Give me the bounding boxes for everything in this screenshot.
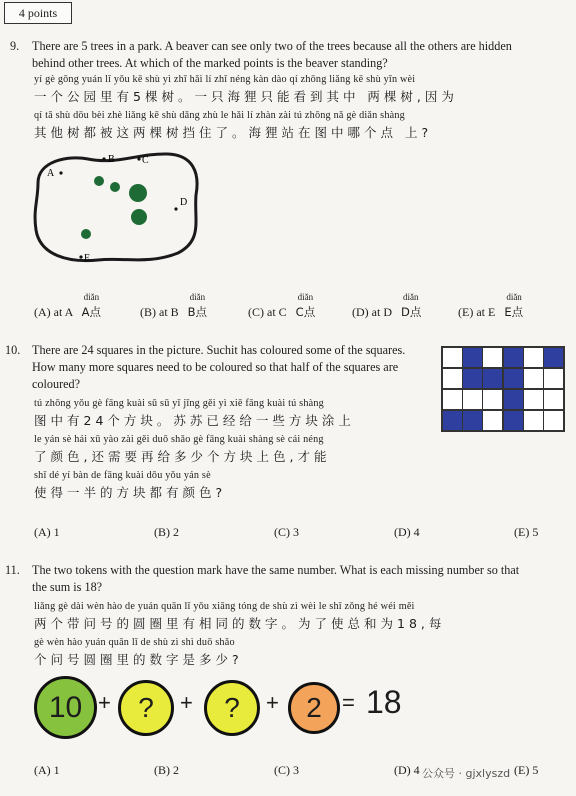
grid-cell-colored: [483, 369, 502, 389]
q9-option-a-pinyin: diǎn: [83, 292, 100, 302]
grid-cell-empty: [443, 369, 462, 389]
point-e-marker: [79, 255, 82, 258]
q9-pinyin-line1: yí gè gōng yuán lǐ yǒu kē shù yì zhī hǎi lí zhǐ néng kàn dào qí zhōng liǎng kē shù yīn wèi: [34, 74, 416, 85]
q10-pinyin-line1: tú zhōng yǒu gè fāng kuài sū sū yǐ jīng gěi yì xiē fāng kuài tú shàng: [34, 398, 324, 409]
q9-option-e[interactable]: [458, 292, 524, 320]
q10-text-line3: coloured?: [32, 377, 81, 391]
grid-cell-empty: [463, 390, 482, 410]
q11-pinyin-line2: gè wèn hào yuán quān lǐ de shù zì shì duō shǎo: [34, 637, 235, 648]
plus-sign-3: +: [266, 690, 279, 715]
tree-icon: [94, 176, 104, 186]
point-a-label: A: [47, 168, 55, 179]
tree-icon: [131, 209, 147, 225]
tree-icon: [110, 182, 120, 192]
q9-option-b-pinyin: diǎn: [189, 292, 206, 302]
point-c-marker: [137, 157, 140, 160]
grid-cell-empty: [483, 411, 502, 431]
q11-text-line1: The two tokens with the question mark have the same number. What is each missing number so that: [32, 563, 520, 577]
q9-option-e-label: (E) at E: [458, 305, 496, 319]
q9-option-d[interactable]: [352, 292, 422, 320]
q9-option-e-chinese: E点: [504, 305, 524, 319]
q10-chinese-line2: 了颜色,还需要再给多少个方块上色,才能: [34, 449, 331, 464]
grid-cell-empty: [524, 411, 543, 431]
points-header: 4 points: [4, 2, 72, 24]
token-ten: 10: [34, 676, 97, 739]
grid-cell-colored: [463, 369, 482, 389]
q10-chinese-line1: 图中有24个方块。苏苏已经给一些方块涂上: [34, 413, 355, 428]
grid-cell-empty: [483, 390, 502, 410]
equals-sign: =: [342, 690, 355, 715]
point-b-label: B: [108, 154, 115, 165]
q11-option-a[interactable]: (A) 1: [34, 763, 60, 777]
grid-cell-empty: [524, 390, 543, 410]
grid-cell-empty: [443, 390, 462, 410]
point-c-label: C: [142, 155, 149, 166]
point-e-label: E: [84, 253, 91, 264]
park-map: [28, 145, 218, 270]
grid-cell-empty: [524, 348, 543, 368]
tree-icon: [129, 184, 147, 202]
q10-option-b[interactable]: (B) 2: [154, 525, 179, 539]
park-boundary: [35, 154, 197, 261]
q9-option-c-label: (C) at C: [248, 305, 287, 319]
q9-option-a-label: (A) at A: [34, 305, 73, 319]
colored-squares-grid: [441, 346, 565, 432]
grid-cell-empty: [524, 369, 543, 389]
grid-cell-colored: [463, 348, 482, 368]
q10-text-line2: How many more squares need to be coloured so that half of the squares are: [32, 360, 399, 374]
q9-option-a-chinese: A点: [81, 305, 102, 319]
q9-option-d-pinyin: diǎn: [402, 292, 419, 302]
q9-number: 9.: [10, 39, 20, 53]
token-question-2: ?: [204, 680, 260, 736]
q11-chinese-line2: 个问号圆圈里的数字是多少?: [34, 652, 243, 667]
q10-text-line1: There are 24 squares in the picture. Suchit has coloured some of the squares.: [32, 343, 406, 357]
grid-cell-colored: [504, 348, 523, 368]
q9-option-b-chinese: B点: [187, 305, 208, 319]
q10-chinese-line3: 使得一半的方块都有颜色?: [34, 485, 227, 500]
q10-option-a[interactable]: (A) 1: [34, 525, 60, 539]
grid-cell-empty: [544, 411, 563, 431]
token-two: 2: [288, 682, 340, 734]
grid-cell-colored: [463, 411, 482, 431]
q9-option-a[interactable]: [34, 292, 102, 320]
grid-cell-empty: [483, 348, 502, 368]
q9-option-c[interactable]: [248, 292, 316, 320]
q11-chinese-line1: 两个带问号的圆圈里有相同的数字。为了使总和为18,每: [34, 616, 446, 631]
grid-cell-colored: [443, 411, 462, 431]
point-b-marker: [102, 157, 105, 160]
q10-option-c[interactable]: (C) 3: [274, 525, 299, 539]
q11-option-e[interactable]: (E) 5: [514, 763, 539, 777]
q9-text-line2: behind other trees. At which of the marked points is the beaver standing?: [32, 56, 388, 70]
grid-cell-empty: [443, 348, 462, 368]
token-question-1: ?: [118, 680, 174, 736]
point-d-label: D: [180, 197, 188, 208]
q10-pinyin-line3: shǐ dé yí bàn de fāng kuài dōu yǒu yán sè: [34, 470, 211, 481]
q10-option-e[interactable]: (E) 5: [514, 525, 539, 539]
q9-option-d-label: (D) at D: [352, 305, 392, 319]
point-d-marker: [174, 207, 177, 210]
grid-cell-colored: [504, 411, 523, 431]
point-a-marker: [59, 171, 62, 174]
q10-option-d[interactable]: (D) 4: [394, 525, 420, 539]
q11-option-d[interactable]: (D) 4: [394, 763, 420, 777]
q9-option-b-label: (B) at B: [140, 305, 179, 319]
q11-option-b[interactable]: (B) 2: [154, 763, 179, 777]
watermark: 公众号 · gjxlyszd: [422, 767, 511, 780]
q9-chinese-line1: 一个公园里有5棵树。一只海狸只能看到其中 两棵树,因为: [34, 89, 458, 104]
q9-text-line1: There are 5 trees in a park. A beaver can see only two of the trees because all the others are hidden: [32, 39, 512, 53]
grid-cell-empty: [544, 390, 563, 410]
grid-cell-empty: [544, 369, 563, 389]
q9-option-c-chinese: C点: [295, 305, 316, 319]
q9-option-b[interactable]: [140, 292, 208, 320]
grid-cell-colored: [544, 348, 563, 368]
grid-cell-colored: [504, 369, 523, 389]
q9-chinese-line2: 其他树都被这两棵树挡住了。海狸站在图中哪个点 上?: [34, 125, 433, 140]
q9-option-c-pinyin: diǎn: [297, 292, 314, 302]
sum-result: 18: [366, 684, 402, 720]
q11-text-line2: the sum is 18?: [32, 580, 103, 594]
grid-cell-colored: [504, 390, 523, 410]
q9-option-e-pinyin: diǎn: [506, 292, 522, 302]
q9-option-d-chinese: D点: [400, 305, 422, 319]
q9-pinyin-line2: qí tā shù dōu bèi zhè liǎng kē shù dǎng zhù le hǎi lí zhàn zài tú zhōng nǎ gè diǎn shàng: [34, 110, 405, 121]
q11-number: 11.: [5, 563, 20, 577]
q11-pinyin-line1: liǎng gè dài wèn hào de yuán quān lǐ yǒu xiāng tóng de shù zì wèi le shǐ zǒng hé wéi měi: [34, 601, 415, 612]
tree-icon: [81, 229, 91, 239]
plus-sign-2: +: [180, 690, 193, 715]
q11-option-c[interactable]: (C) 3: [274, 763, 299, 777]
plus-sign-1: +: [98, 690, 111, 715]
q10-number: 10.: [5, 343, 21, 357]
q10-pinyin-line2: le yán sè hái xū yào zài gěi duō shǎo gè fāng kuài shàng sè cái néng: [34, 434, 324, 445]
